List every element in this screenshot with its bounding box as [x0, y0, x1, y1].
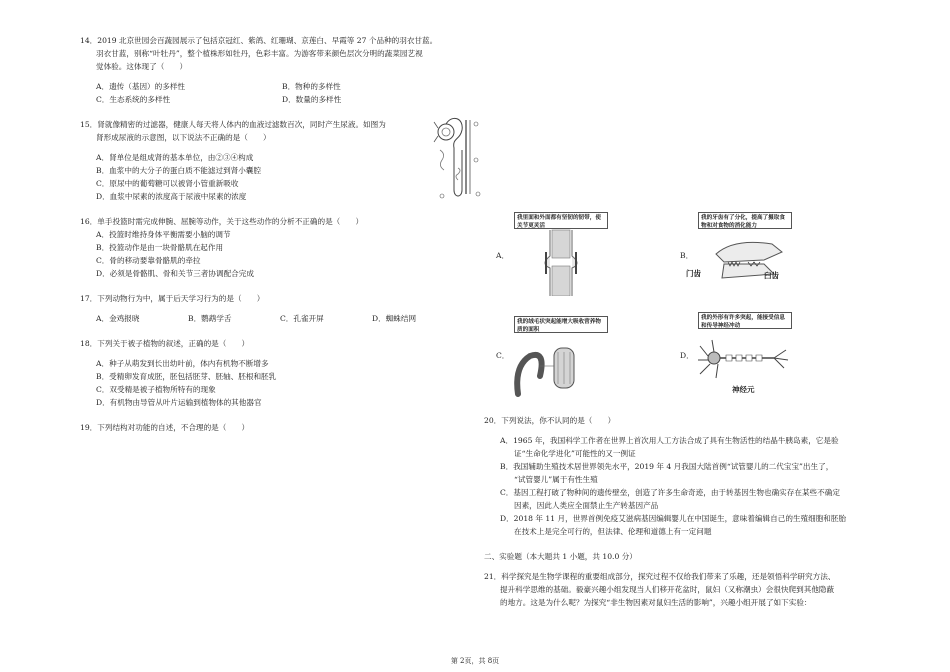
- q16-option-d[interactable]: D．必须是骨骼肌、骨和关节三者协调配合完成: [96, 269, 254, 278]
- q16-line: 16．单手投篮时需完成伸腕、屈腕等动作，关于这些动作的分析不正确的是（ ）: [80, 217, 364, 226]
- left-column: [80, 34, 480, 434]
- section-heading: 二、实验题（本大题共 1 小题，共 10.0 分）: [484, 552, 637, 561]
- q19-picture-b[interactable]: [686, 212, 796, 296]
- q19-picture-c[interactable]: [510, 316, 612, 400]
- q20-option-b-cont: “试管婴儿”属于有性生殖: [514, 475, 598, 484]
- q17-options-row: [96, 312, 480, 325]
- q20-line: 20．下列说法，你不认同的是（ ）: [484, 416, 616, 425]
- q18-option-b[interactable]: B．受精卵发育成胚，胚包括胚芽、胚轴、胚根和胚乳: [96, 372, 277, 381]
- q17-line: 17．下列动物行为中，属于后天学习行为的是（ ）: [80, 294, 265, 303]
- q19-option-c-letter[interactable]: C．: [496, 351, 510, 360]
- q17-option-a[interactable]: A．金鸡报晓: [96, 314, 140, 323]
- q20-option-c-cont: 因素，因此人类应全面禁止生产转基因产品: [514, 501, 659, 510]
- neuron-label: 神经元: [732, 385, 755, 394]
- q19-option-d-letter[interactable]: D．: [680, 351, 694, 360]
- q20-option-d[interactable]: D．2018 年 11 月，世界首例免疫艾滋病基因编辑婴儿在中国诞生，意味着编辑自己的生殖细胞和胚胎: [500, 514, 847, 523]
- q16-option-a[interactable]: A．投篮时维持身体平衡需要小脑的调节: [96, 230, 231, 239]
- kidney-nephron-diagram: [432, 110, 484, 206]
- q15-option-a[interactable]: A．肾单位是组成肾的基本单位，由②③④构成: [96, 153, 254, 162]
- q17-option-d[interactable]: D．蜘蛛结网: [372, 314, 417, 323]
- q21-line: 提升科学思维的基础。毅豪兴趣小组发现当人们移开花盆时，鼠妇（又称潮虫）会很快爬到其他隐蔽: [500, 585, 835, 594]
- q14-option-c[interactable]: C．生态系统的多样性: [96, 95, 171, 104]
- q15-line: 肾形成尿液的示意图，以下说法不正确的是（ ）: [96, 133, 271, 142]
- q14-option-d[interactable]: D．数量的多样性: [282, 95, 342, 104]
- q21-line: 的地方。这是为什么呢？为探究“非生物因素对鼠妇生活的影响”，兴趣小组开展了如下实验：: [500, 598, 812, 607]
- q19-picture-d[interactable]: [694, 312, 796, 396]
- q17-option-c[interactable]: C．孔雀开屏: [280, 314, 324, 323]
- q14-line: 觉体验。这体现了（ ）: [96, 62, 188, 71]
- q21-line: 21．科学探究是生物学课程的重要组成部分，探究过程不仅给我们带来了乐趣，还是领悟科学研究方法、: [484, 572, 836, 581]
- q15-option-b[interactable]: B．血浆中的大分子的蛋白质不能滤过到肾小囊腔: [96, 166, 262, 175]
- q20-option-b[interactable]: B．我国辅助生殖技术居世界领先水平，2019 年 4 月我国大陆首例“试管婴儿的二代宝宝”出生了，: [500, 462, 834, 471]
- q20-option-a-cont: 证“生命化学进化”可能性的又一例证: [514, 449, 636, 458]
- q19-caption-d: 我的外形有许多突起，能接受信息和传导神经冲动: [698, 312, 792, 329]
- q19-option-a-letter[interactable]: A．: [496, 251, 510, 260]
- q20-option-a[interactable]: A．1965 年，我国科学工作者在世界上首次用人工方法合成了具有生物活性的结晶牛胰岛素，它是验: [500, 436, 839, 445]
- q16-option-c[interactable]: C．骨的移动要靠骨骼肌的牵拉: [96, 256, 201, 265]
- q18-option-d[interactable]: D．有机物由导管从叶片运输到植物体的其他器官: [96, 398, 262, 407]
- molar-label: 臼齿: [764, 271, 779, 280]
- q14-option-b[interactable]: B．物种的多样性: [282, 82, 341, 91]
- q14-options-row: [96, 80, 480, 93]
- q14-options-row: [96, 93, 480, 106]
- intestine-villi-icon: [510, 316, 612, 400]
- q15-option-d[interactable]: D．血浆中尿素的浓度高于尿液中尿素的浓度: [96, 192, 247, 201]
- q20-option-d-cont: 在技术上是完全可行的，但法律、伦理和道德上有一定问题: [514, 527, 712, 536]
- q19-line: 19．下列结构对功能的自述，不合理的是（ ）: [80, 423, 250, 432]
- q19-caption-c: 我的绒毛状突起能增大吸收营养物质的面积: [514, 316, 608, 333]
- q16-option-b[interactable]: B．投篮动作是由一块骨骼肌在起作用: [96, 243, 224, 252]
- q15-option-c[interactable]: C．原尿中的葡萄糖可以被肾小管重新吸收: [96, 179, 239, 188]
- q15-line: 15．肾就像精密的过滤器，健康人每天将人体内的血液过滤数百次，同时产生尿液。如图为: [80, 120, 386, 129]
- q18-option-a[interactable]: A．种子从萌发到长出幼叶前，体内有机物不断增多: [96, 359, 269, 368]
- q14-line: 羽衣甘蓝，别称“叶牡丹”，整个植株形如牡丹，色彩丰富。为游客带来颜色层次分明的蔬菜园艺视: [96, 49, 423, 58]
- joint-illustration: [510, 212, 612, 296]
- q14-option-a[interactable]: A．遗传（基因）的多样性: [96, 82, 186, 91]
- right-column: [484, 414, 884, 609]
- q18-line: 18．下列关于被子植物的叙述，正确的是（ ）: [80, 339, 250, 348]
- q20-option-c[interactable]: C．基因工程打破了物种间的遗传壁垒，创造了许多生命奇迹，由于转基因生物也确实存在某些不确定: [500, 488, 840, 497]
- q17-option-b[interactable]: B．鹦鹉学舌: [188, 314, 232, 323]
- q18-option-c[interactable]: C．双受精是被子植物所特有的现象: [96, 385, 216, 394]
- incisor-label: 门齿: [686, 269, 701, 278]
- q14-line: 14．2019 北京世园会百蔬园展示了包括京冠红、紫鸽、红珊瑚、京莲白、早霞等 27 个品种的羽衣甘蓝。: [80, 36, 438, 45]
- q19-picture-a[interactable]: [510, 212, 612, 296]
- q19-caption-b: 我的牙齿有了分化，提高了摄取食物和对食物的消化能力: [698, 212, 792, 229]
- q19-option-b-letter[interactable]: B．: [680, 251, 694, 260]
- page-footer: 第 2页，共 8页: [450, 657, 500, 665]
- q19-caption-a: 我里面和外面都有坚韧的韧带，使关节更灵活: [514, 212, 608, 229]
- teeth-skull-icon: [694, 212, 796, 296]
